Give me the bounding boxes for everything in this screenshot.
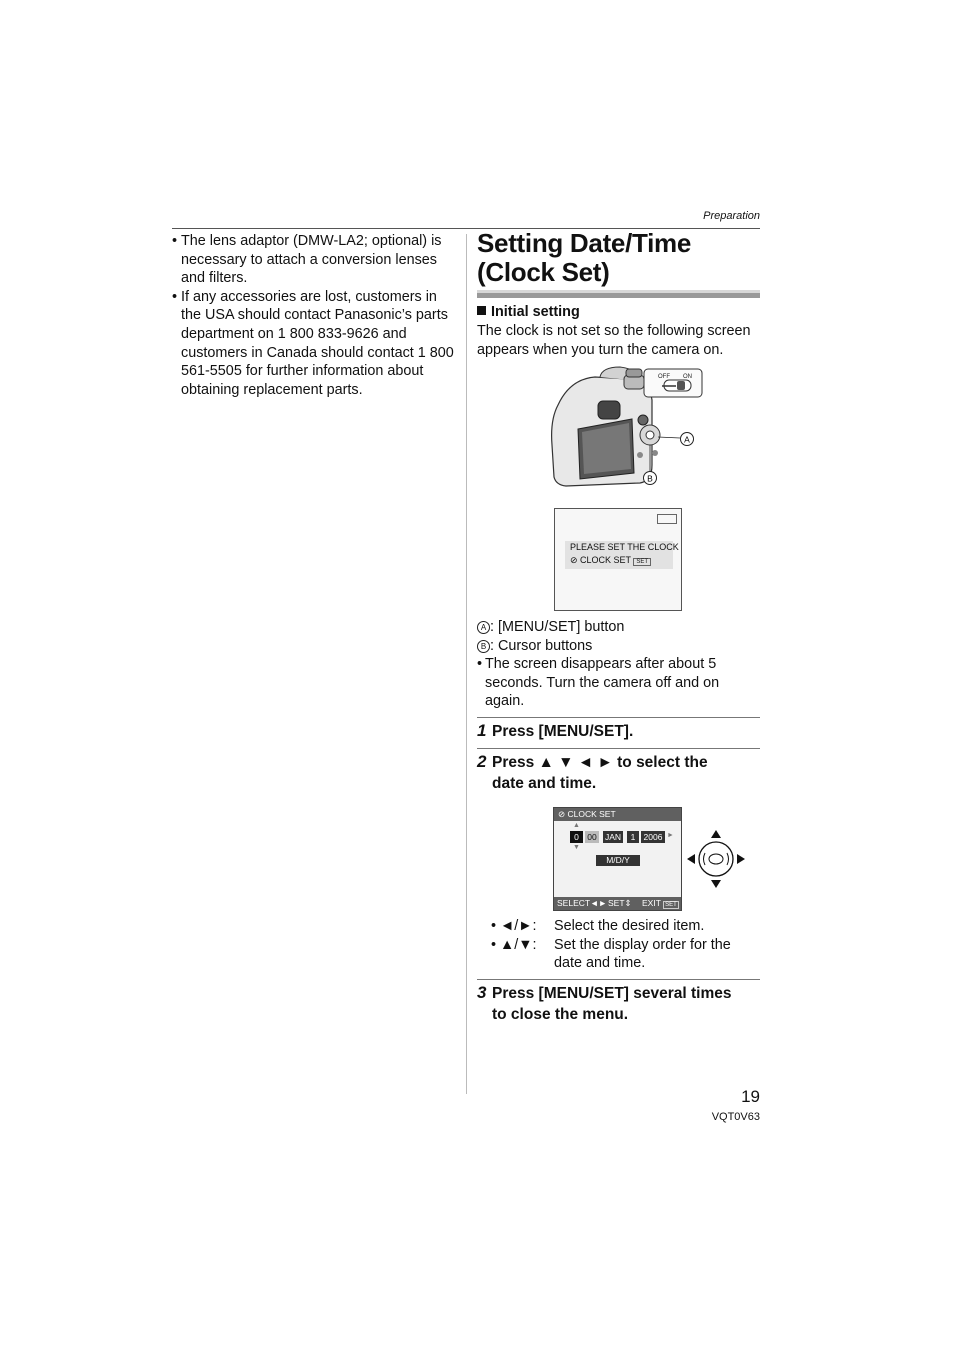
- day-field: 1: [627, 831, 639, 843]
- footer-select: SELECT◄►: [557, 898, 607, 908]
- step-3: 3 Press [MENU/SET] several times to close the menu.: [477, 983, 732, 1023]
- legend-note: • The screen disappears after about 5 seconds. Turn the camera off and on again.: [477, 655, 760, 711]
- legend: [477, 618, 760, 711]
- section-label: Preparation: [703, 210, 760, 222]
- note-up-down: • ▲/▼: Set the display order for the date and time.: [491, 936, 761, 973]
- legend-a: A : [MENU/SET] button: [477, 618, 760, 637]
- bullet-lens-adaptor: • The lens adaptor (DMW-LA2; optional) is necessary to attach a conversion lenses and filters.: [172, 232, 457, 288]
- callout-a-label: A: [684, 434, 690, 445]
- clock-icon: ⊘: [570, 555, 581, 565]
- left-column: [172, 232, 457, 399]
- document-code: VQT0V63: [711, 1111, 760, 1123]
- bullet-accessories: • If any accessories are lost, customers in the USA should contact Panasonic’s parts department on 1 800 833-9626 and customers in Canada should contact 1 800 561-5505 for further information about obtaining replacement parts.: [172, 288, 457, 400]
- title-underline: [477, 290, 760, 298]
- step-1-rule: [477, 717, 760, 718]
- date-order-field: M/D/Y: [596, 855, 640, 866]
- step-2: 2 Press ▲ ▼ ◄ ► to select the date and time.: [477, 752, 708, 792]
- month-field: JAN: [604, 832, 622, 842]
- minute-field: 00: [585, 831, 599, 843]
- clock-warning-screen: [554, 508, 682, 611]
- right-arrow-icon: ►: [667, 832, 674, 839]
- note-left-right: • ◄/►: Select the desired item.: [491, 917, 761, 936]
- clock-warning-line1: PLEASE SET THE CLOCK: [570, 542, 679, 552]
- footer-exit: EXIT SET: [642, 898, 677, 908]
- hour-field: 0: [570, 831, 583, 843]
- square-bullet-icon: [477, 306, 486, 315]
- initial-setting-heading: Initial setting: [477, 304, 580, 320]
- set-badge: SET: [633, 558, 651, 566]
- page-title: Setting Date/Time (Clock Set): [477, 228, 692, 287]
- clock-set-footer: [554, 897, 681, 910]
- clock-warning-box: [565, 541, 679, 569]
- up-arrow-icon: ▲: [573, 822, 580, 829]
- down-arrow-icon: ▼: [573, 844, 580, 851]
- page-number: 19: [741, 1087, 760, 1106]
- camera-illustration: [540, 365, 705, 490]
- step-1: 1 Press [MENU/SET].: [477, 721, 634, 740]
- step-2-rule: [477, 748, 760, 749]
- footer-set: SET⇕: [608, 898, 632, 908]
- cursor-buttons-icon: [685, 828, 747, 890]
- switch-on-label: ON: [683, 374, 692, 380]
- column-divider: [466, 234, 467, 1094]
- initial-setting-text: The clock is not set so the following screen appears when you turn the camera on.: [477, 323, 751, 358]
- navigation-notes: [491, 917, 761, 973]
- callout-b-icon: B: [477, 640, 490, 653]
- clock-warning-line2: ⊘ CLOCK SET SET: [565, 554, 673, 569]
- clock-set-screen: [553, 807, 682, 911]
- clock-set-header: ⊘ CLOCK SET: [554, 808, 681, 821]
- legend-b: B : Cursor buttons: [477, 637, 760, 656]
- clock-icon: ⊘: [558, 809, 568, 819]
- exit-set-badge: SET: [665, 902, 677, 908]
- year-field: 2006: [641, 831, 665, 843]
- switch-off-label: OFF: [658, 374, 670, 380]
- step-3-rule: [477, 979, 760, 980]
- callout-b-label: B: [647, 473, 653, 484]
- callout-a-icon: A: [477, 621, 490, 634]
- battery-icon: [657, 514, 677, 524]
